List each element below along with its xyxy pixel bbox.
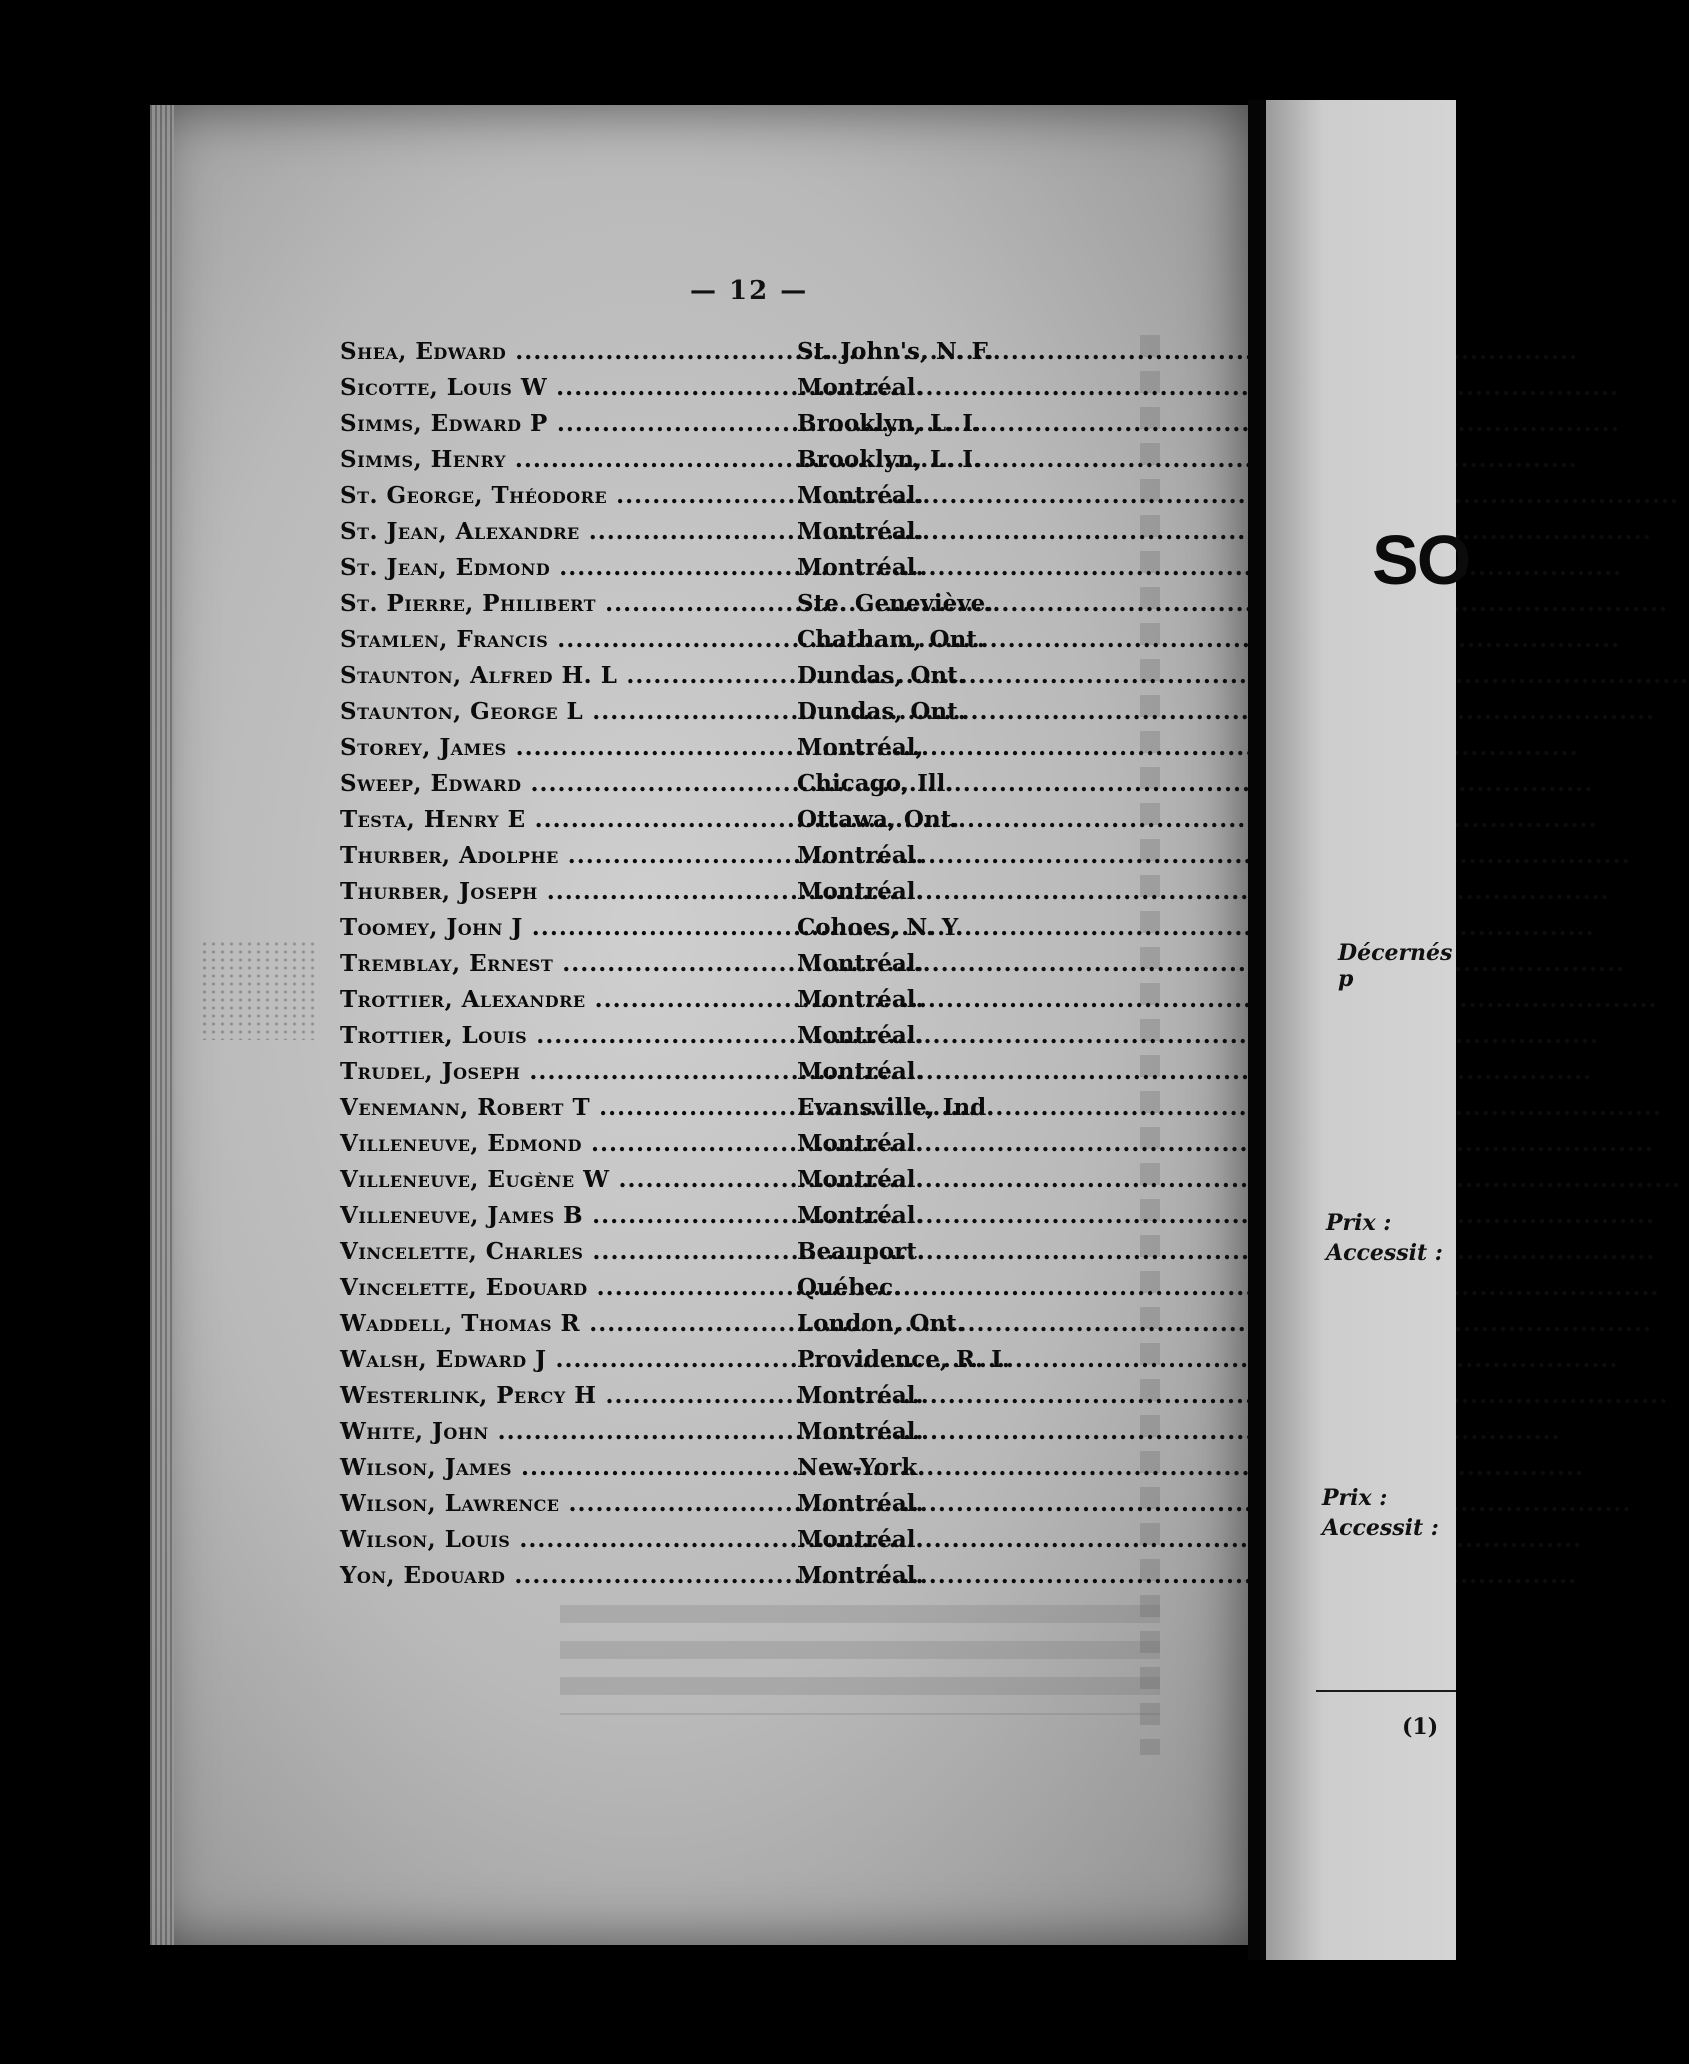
prix-label-2: Prix : (1322, 1485, 1388, 1511)
student-hometown: Beauport. (797, 1238, 925, 1265)
student-hometown: Montréal. (797, 482, 924, 509)
roster-entry (340, 374, 1140, 410)
roster-entry (340, 1094, 1140, 1130)
roster-entry (340, 518, 1140, 554)
student-hometown: Montréal. (797, 1058, 924, 1085)
roster-entry (340, 1418, 1140, 1454)
prix-label-1: Prix : (1326, 1210, 1392, 1236)
student-hometown: Dundas, Ont. (797, 662, 966, 689)
roster-entry (340, 1382, 1140, 1418)
student-name: Villeneuve, Eugène W ..... (340, 1166, 795, 1193)
student-hometown: Brooklyn, L. I. (797, 410, 981, 437)
roster-entry (340, 1310, 1140, 1346)
student-hometown: Montréal. (797, 950, 924, 977)
student-name: Thurber, Adolphe ..... (340, 842, 795, 869)
student-name: Wilson, Louis ..... (340, 1526, 795, 1553)
student-name: Wilson, Lawrence ..... (340, 1490, 795, 1517)
student-name: Vincelette, Charles ..... (340, 1238, 795, 1265)
student-name: Vincelette, Edouard ..... (340, 1274, 795, 1301)
student-name: Trudel, Joseph ..... (340, 1058, 795, 1085)
right-page (1266, 100, 1456, 1960)
student-name: St. Pierre, Philibert ..... (340, 590, 795, 617)
student-name: Staunton, Alfred H. L ..... (340, 662, 795, 689)
student-name: Tremblay, Ernest ..... (340, 950, 795, 977)
student-name: Villeneuve, Edmond ..... (340, 1130, 795, 1157)
page-edge (150, 105, 174, 1945)
student-name: St. Jean, Edmond ..... (340, 554, 795, 581)
right-page-heading: SO (1372, 521, 1470, 599)
student-hometown: London, Ont. (797, 1310, 965, 1337)
student-hometown: Montréal. (797, 842, 924, 869)
student-name: Toomey, John J ..... (340, 914, 795, 941)
roster-entry (340, 1130, 1140, 1166)
roster-entry (340, 1346, 1140, 1382)
roster-entry (340, 1166, 1140, 1202)
roster-entry (340, 878, 1140, 914)
page-number: — 12 — (690, 276, 809, 306)
roster-entry (340, 1454, 1140, 1490)
student-hometown: Montréal. (797, 1490, 924, 1517)
student-name: Villeneuve, James B ..... (340, 1202, 795, 1229)
student-hometown: Brooklyn, L. I. (797, 446, 981, 473)
student-hometown: Montréal. (797, 1418, 924, 1445)
student-name: Venemann, Robert T ..... (340, 1094, 795, 1121)
footnote-rule (1316, 1690, 1456, 1692)
student-hometown: Montréal. (797, 1562, 924, 1589)
roster-entry (340, 1562, 1140, 1598)
student-name: Staunton, George L ..... (340, 698, 795, 725)
roster-entry (340, 410, 1140, 446)
student-hometown: Montréal. (797, 554, 924, 581)
student-hometown: Québec. (797, 1274, 902, 1301)
student-name: White, John ..... (340, 1418, 795, 1445)
student-hometown: Montréal. (797, 374, 924, 401)
roster-entry (340, 986, 1140, 1022)
student-hometown: New-York. (797, 1454, 926, 1481)
footnote-marker: (1) (1402, 1714, 1439, 1740)
roster-entry (340, 1526, 1140, 1562)
student-name: Yon, Edouard ..... (340, 1562, 795, 1589)
student-name: Sicotte, Louis W ..... (340, 374, 795, 401)
student-hometown: Providence, R. I. (797, 1346, 1010, 1373)
student-hometown: Chicago, Ill. (797, 770, 954, 797)
student-hometown: St. John's, N. F. (797, 338, 994, 365)
student-hometown: Montréal. (797, 878, 924, 905)
accessit-label-2: Accessit : (1322, 1515, 1439, 1541)
student-hometown: Ste. Geneviève. (797, 590, 994, 617)
student-hometown: Montréal. (797, 518, 924, 545)
student-name: Shea, Edward ..... (340, 338, 795, 365)
student-name: Trottier, Louis ..... (340, 1022, 795, 1049)
student-hometown: Montréal. (797, 986, 924, 1013)
student-hometown: Montréal. (797, 1130, 924, 1157)
accessit-label-1: Accessit : (1326, 1240, 1443, 1266)
student-name: Trottier, Alexandre ..... (340, 986, 795, 1013)
roster-entry (340, 914, 1140, 950)
decernes-label: Décernés p (1338, 940, 1453, 992)
show-through-text-bottom (560, 1605, 1160, 1715)
roster-entry (340, 1058, 1140, 1094)
roster-entry (340, 554, 1140, 590)
student-roster (340, 338, 1140, 1598)
book-gutter (1248, 100, 1266, 1960)
student-hometown: Montréal. (797, 1382, 924, 1409)
roster-entry (340, 1490, 1140, 1526)
student-hometown: Ottawa, Ont. (797, 806, 960, 833)
roster-entry (340, 1202, 1140, 1238)
student-name: Westerlink, Percy H ..... (340, 1382, 795, 1409)
roster-entry (340, 806, 1140, 842)
roster-entry (340, 446, 1140, 482)
student-hometown: Montréal. (797, 1202, 924, 1229)
student-hometown: Montréal. (797, 1526, 924, 1553)
roster-entry (340, 626, 1140, 662)
roster-entry (340, 770, 1140, 806)
roster-entry (340, 338, 1140, 374)
student-name: Simms, Henry ..... (340, 446, 795, 473)
roster-entry (340, 1274, 1140, 1310)
student-name: Thurber, Joseph ..... (340, 878, 795, 905)
student-name: Wilson, James ..... (340, 1454, 795, 1481)
roster-entry (340, 1238, 1140, 1274)
student-hometown: Evansville, Ind. (797, 1094, 995, 1121)
student-name: Waddell, Thomas R ..... (340, 1310, 795, 1337)
roster-entry (340, 590, 1140, 626)
student-hometown: Montréal. (797, 1022, 924, 1049)
roster-entry (340, 950, 1140, 986)
roster-entry (340, 1022, 1140, 1058)
student-hometown: Dundas, Ont. (797, 698, 966, 725)
ink-speckle (200, 940, 320, 1040)
roster-entry (340, 734, 1140, 770)
roster-entry (340, 842, 1140, 878)
student-name: Testa, Henry E ..... (340, 806, 795, 833)
roster-entry (340, 482, 1140, 518)
student-name: Walsh, Edward J ..... (340, 1346, 795, 1373)
student-name: St. Jean, Alexandre ..... (340, 518, 795, 545)
student-hometown: Montréal. (797, 1166, 924, 1193)
student-name: Storey, James ..... (340, 734, 795, 761)
student-name: Stamlen, Francis ..... (340, 626, 795, 653)
roster-entry (340, 698, 1140, 734)
roster-entry (340, 662, 1140, 698)
student-name: Simms, Edward P ..... (340, 410, 795, 437)
student-hometown: Cohoes, N. Y. (797, 914, 964, 941)
student-hometown: Chatham, Ont. (797, 626, 985, 653)
student-name: St. George, Théodore ..... (340, 482, 795, 509)
student-name: Sweep, Edward ..... (340, 770, 795, 797)
student-hometown: Montréal, (797, 734, 924, 761)
